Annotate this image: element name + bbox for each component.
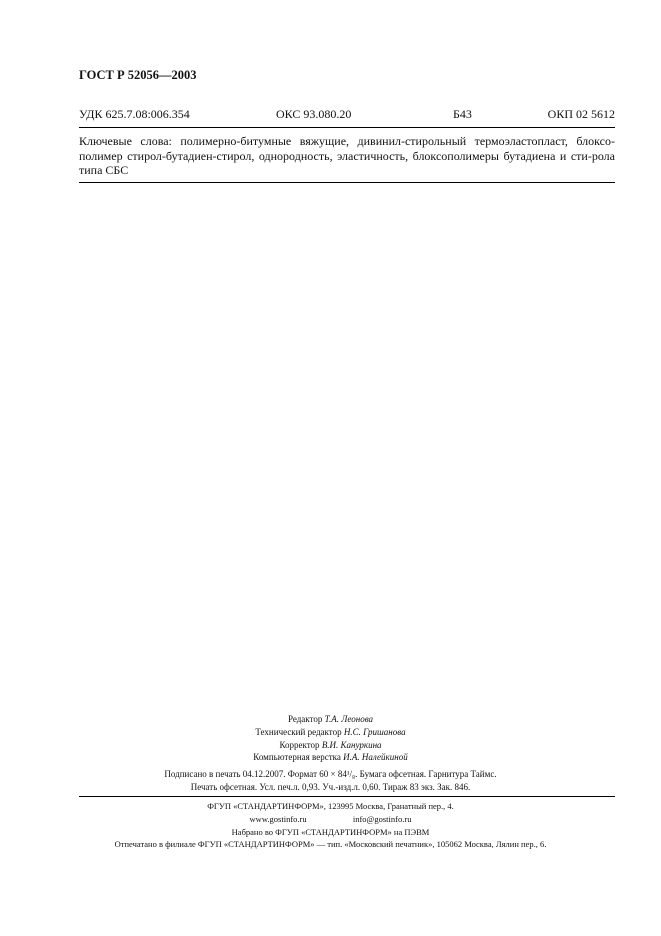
printing-note: Отпечатано в филиале ФГУП «СТАНДАРТИНФОРМ» — тип. «Московский печатник», 105062 Москва, Лялин пер., 6. bbox=[114, 839, 547, 850]
proofreader-line bbox=[0, 739, 661, 752]
oks-code: ОКС 93.080.20 bbox=[276, 107, 352, 121]
layout-line bbox=[0, 751, 661, 764]
editor-role: Редактор bbox=[287, 714, 323, 724]
tech-editor-role: Технический редактор bbox=[255, 726, 342, 737]
proofreader-name: В.И. Кануркина bbox=[321, 739, 382, 750]
layout-role: Компьютерная верстка bbox=[253, 752, 341, 763]
classification-row bbox=[79, 107, 615, 125]
publisher-block bbox=[0, 800, 661, 851]
print-info-line-1: Подписано в печать 04.12.2007. Формат 60 × 84¹/₈. Бумага офсетная. Гарнитура Таймс. bbox=[164, 769, 497, 779]
typesetting-note: Набрано во ФГУП «СТАНДАРТИНФОРМ» на ПЭВМ bbox=[231, 826, 430, 837]
tech-editor-name: Н.С. Гришанова bbox=[343, 726, 406, 737]
publisher-address: ФГУП «СТАНДАРТИНФОРМ», 123995 Москва, Гранатный пер., 4. bbox=[207, 801, 454, 811]
editor-line bbox=[0, 713, 661, 726]
publisher-website: www.gostinfo.ru bbox=[249, 813, 307, 824]
standard-id: ГОСТ Р 52056—2003 bbox=[79, 68, 197, 82]
divider-keywords bbox=[79, 182, 615, 183]
print-info-line-2: Печать офсетная. Усл. печ.л. 0,93. Уч.-изд.л. 0,60. Тираж 83 экз. Зак. 846. bbox=[190, 781, 471, 792]
editor-name: Т.А. Леонова bbox=[324, 714, 374, 724]
keywords-paragraph: Ключевые слова: полимерно-битумные вяжущие, дивинил-стирольный термоэластопласт, блоксо-полимер стирол-бутадиен-стирол, однородность, эластичность, блоксополимеры бутадиена и сти-рола типа СБС bbox=[79, 134, 615, 177]
group-code: Б43 bbox=[453, 107, 472, 121]
credits-block bbox=[0, 713, 661, 764]
publisher-email: info@gostinfo.ru bbox=[352, 813, 412, 824]
divider-top bbox=[79, 127, 615, 128]
layout-name: И.А. Налейкиной bbox=[343, 752, 408, 763]
divider-publisher bbox=[79, 796, 615, 797]
publisher-contacts bbox=[0, 813, 661, 826]
udk-code: УДК 625.7.08:006.354 bbox=[79, 107, 190, 121]
okp-code: ОКП 02 5612 bbox=[547, 107, 615, 121]
print-info-block bbox=[0, 768, 661, 793]
tech-editor-line bbox=[0, 726, 661, 739]
proofreader-role: Корректор bbox=[279, 739, 320, 750]
